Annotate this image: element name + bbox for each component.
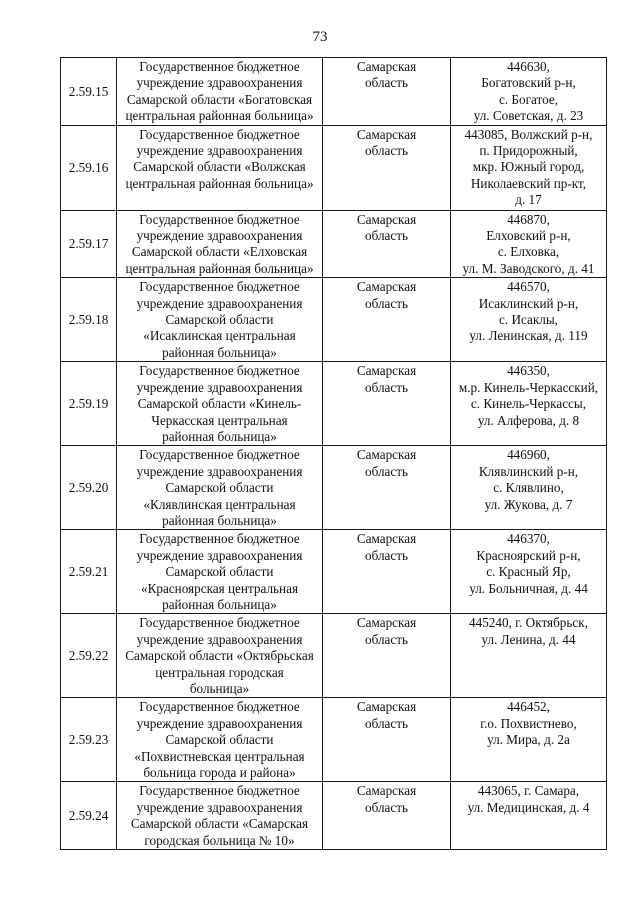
row-number: 2.59.21	[61, 530, 117, 614]
table-row	[61, 446, 607, 530]
institution-name: Государственное бюджетное учреждение здравоохранения Самарской области «Елховская центральная районная больница»	[117, 210, 323, 278]
table-row	[61, 58, 607, 126]
institution-name: Государственное бюджетное учреждение здравоохранения Самарской области «Октябрьская центральная городская больница»	[117, 614, 323, 698]
address-cell: 446570, Исаклинский р-н, с. Исаклы, ул. Ленинская, д. 119	[451, 278, 607, 362]
address-cell: 446370, Красноярский р-н, с. Красный Яр, ул. Больничная, д. 44	[451, 530, 607, 614]
row-number: 2.59.18	[61, 278, 117, 362]
row-number: 2.59.16	[61, 125, 117, 210]
address-cell: 446452, г.о. Похвистнево, ул. Мира, д. 2а	[451, 698, 607, 782]
region-cell: Самарская область	[323, 446, 451, 530]
region-cell: Самарская область	[323, 125, 451, 210]
region-cell: Самарская область	[323, 614, 451, 698]
row-number: 2.59.24	[61, 782, 117, 850]
address-cell: 443085, Волжский р-н, п. Придорожный, мкр. Южный город, Николаевский пр-кт, д. 17	[451, 125, 607, 210]
region-cell: Самарская область	[323, 530, 451, 614]
institution-name: Государственное бюджетное учреждение здравоохранения Самарской области «Кинель- Черкасская центральная районная больница»	[117, 362, 323, 446]
region-cell: Самарская область	[323, 782, 451, 850]
registry-table	[60, 57, 607, 850]
region-cell: Самарская область	[323, 58, 451, 126]
institution-name: Государственное бюджетное учреждение здравоохранения Самарской области «Самарская городская больница № 10»	[117, 782, 323, 850]
address-cell: 446630, Богатовский р-н, с. Богатое, ул. Советская, д. 23	[451, 58, 607, 126]
row-number: 2.59.15	[61, 58, 117, 126]
row-number: 2.59.23	[61, 698, 117, 782]
institution-name: Государственное бюджетное учреждение здравоохранения Самарской области «Богатовская центральная районная больница»	[117, 58, 323, 126]
row-number: 2.59.20	[61, 446, 117, 530]
table-row	[61, 614, 607, 698]
table-row	[61, 362, 607, 446]
region-cell: Самарская область	[323, 210, 451, 278]
address-cell: 446350, м.р. Кинель-Черкасский, с. Кинель-Черкассы, ул. Алферова, д. 8	[451, 362, 607, 446]
address-cell: 446960, Клявлинский р-н, с. Клявлино, ул. Жукова, д. 7	[451, 446, 607, 530]
page-number: 73	[312, 29, 328, 45]
address-cell: 446870, Елховский р-н, с. Елховка, ул. М. Заводского, д. 41	[451, 210, 607, 278]
region-cell: Самарская область	[323, 698, 451, 782]
institution-name: Государственное бюджетное учреждение здравоохранения Самарской области «Волжская центральная районная больница»	[117, 125, 323, 210]
table-row	[61, 782, 607, 850]
row-number: 2.59.22	[61, 614, 117, 698]
institution-name: Государственное бюджетное учреждение здравоохранения Самарской области «Красноярская центральная районная больница»	[117, 530, 323, 614]
institution-name: Государственное бюджетное учреждение здравоохранения Самарской области «Исаклинская центральная районная больница»	[117, 278, 323, 362]
table-row	[61, 530, 607, 614]
table-row	[61, 210, 607, 278]
row-number: 2.59.19	[61, 362, 117, 446]
table-row	[61, 278, 607, 362]
region-cell: Самарская область	[323, 362, 451, 446]
region-cell: Самарская область	[323, 278, 451, 362]
address-cell: 445240, г. Октябрьск, ул. Ленина, д. 44	[451, 614, 607, 698]
institution-name: Государственное бюджетное учреждение здравоохранения Самарской области «Клявлинская центральная районная больница»	[117, 446, 323, 530]
institution-name: Государственное бюджетное учреждение здравоохранения Самарской области «Похвистневская центральная больница города и района»	[117, 698, 323, 782]
address-cell: 443065, г. Самара, ул. Медицинская, д. 4	[451, 782, 607, 850]
table-row	[61, 125, 607, 210]
table-row	[61, 698, 607, 782]
row-number: 2.59.17	[61, 210, 117, 278]
